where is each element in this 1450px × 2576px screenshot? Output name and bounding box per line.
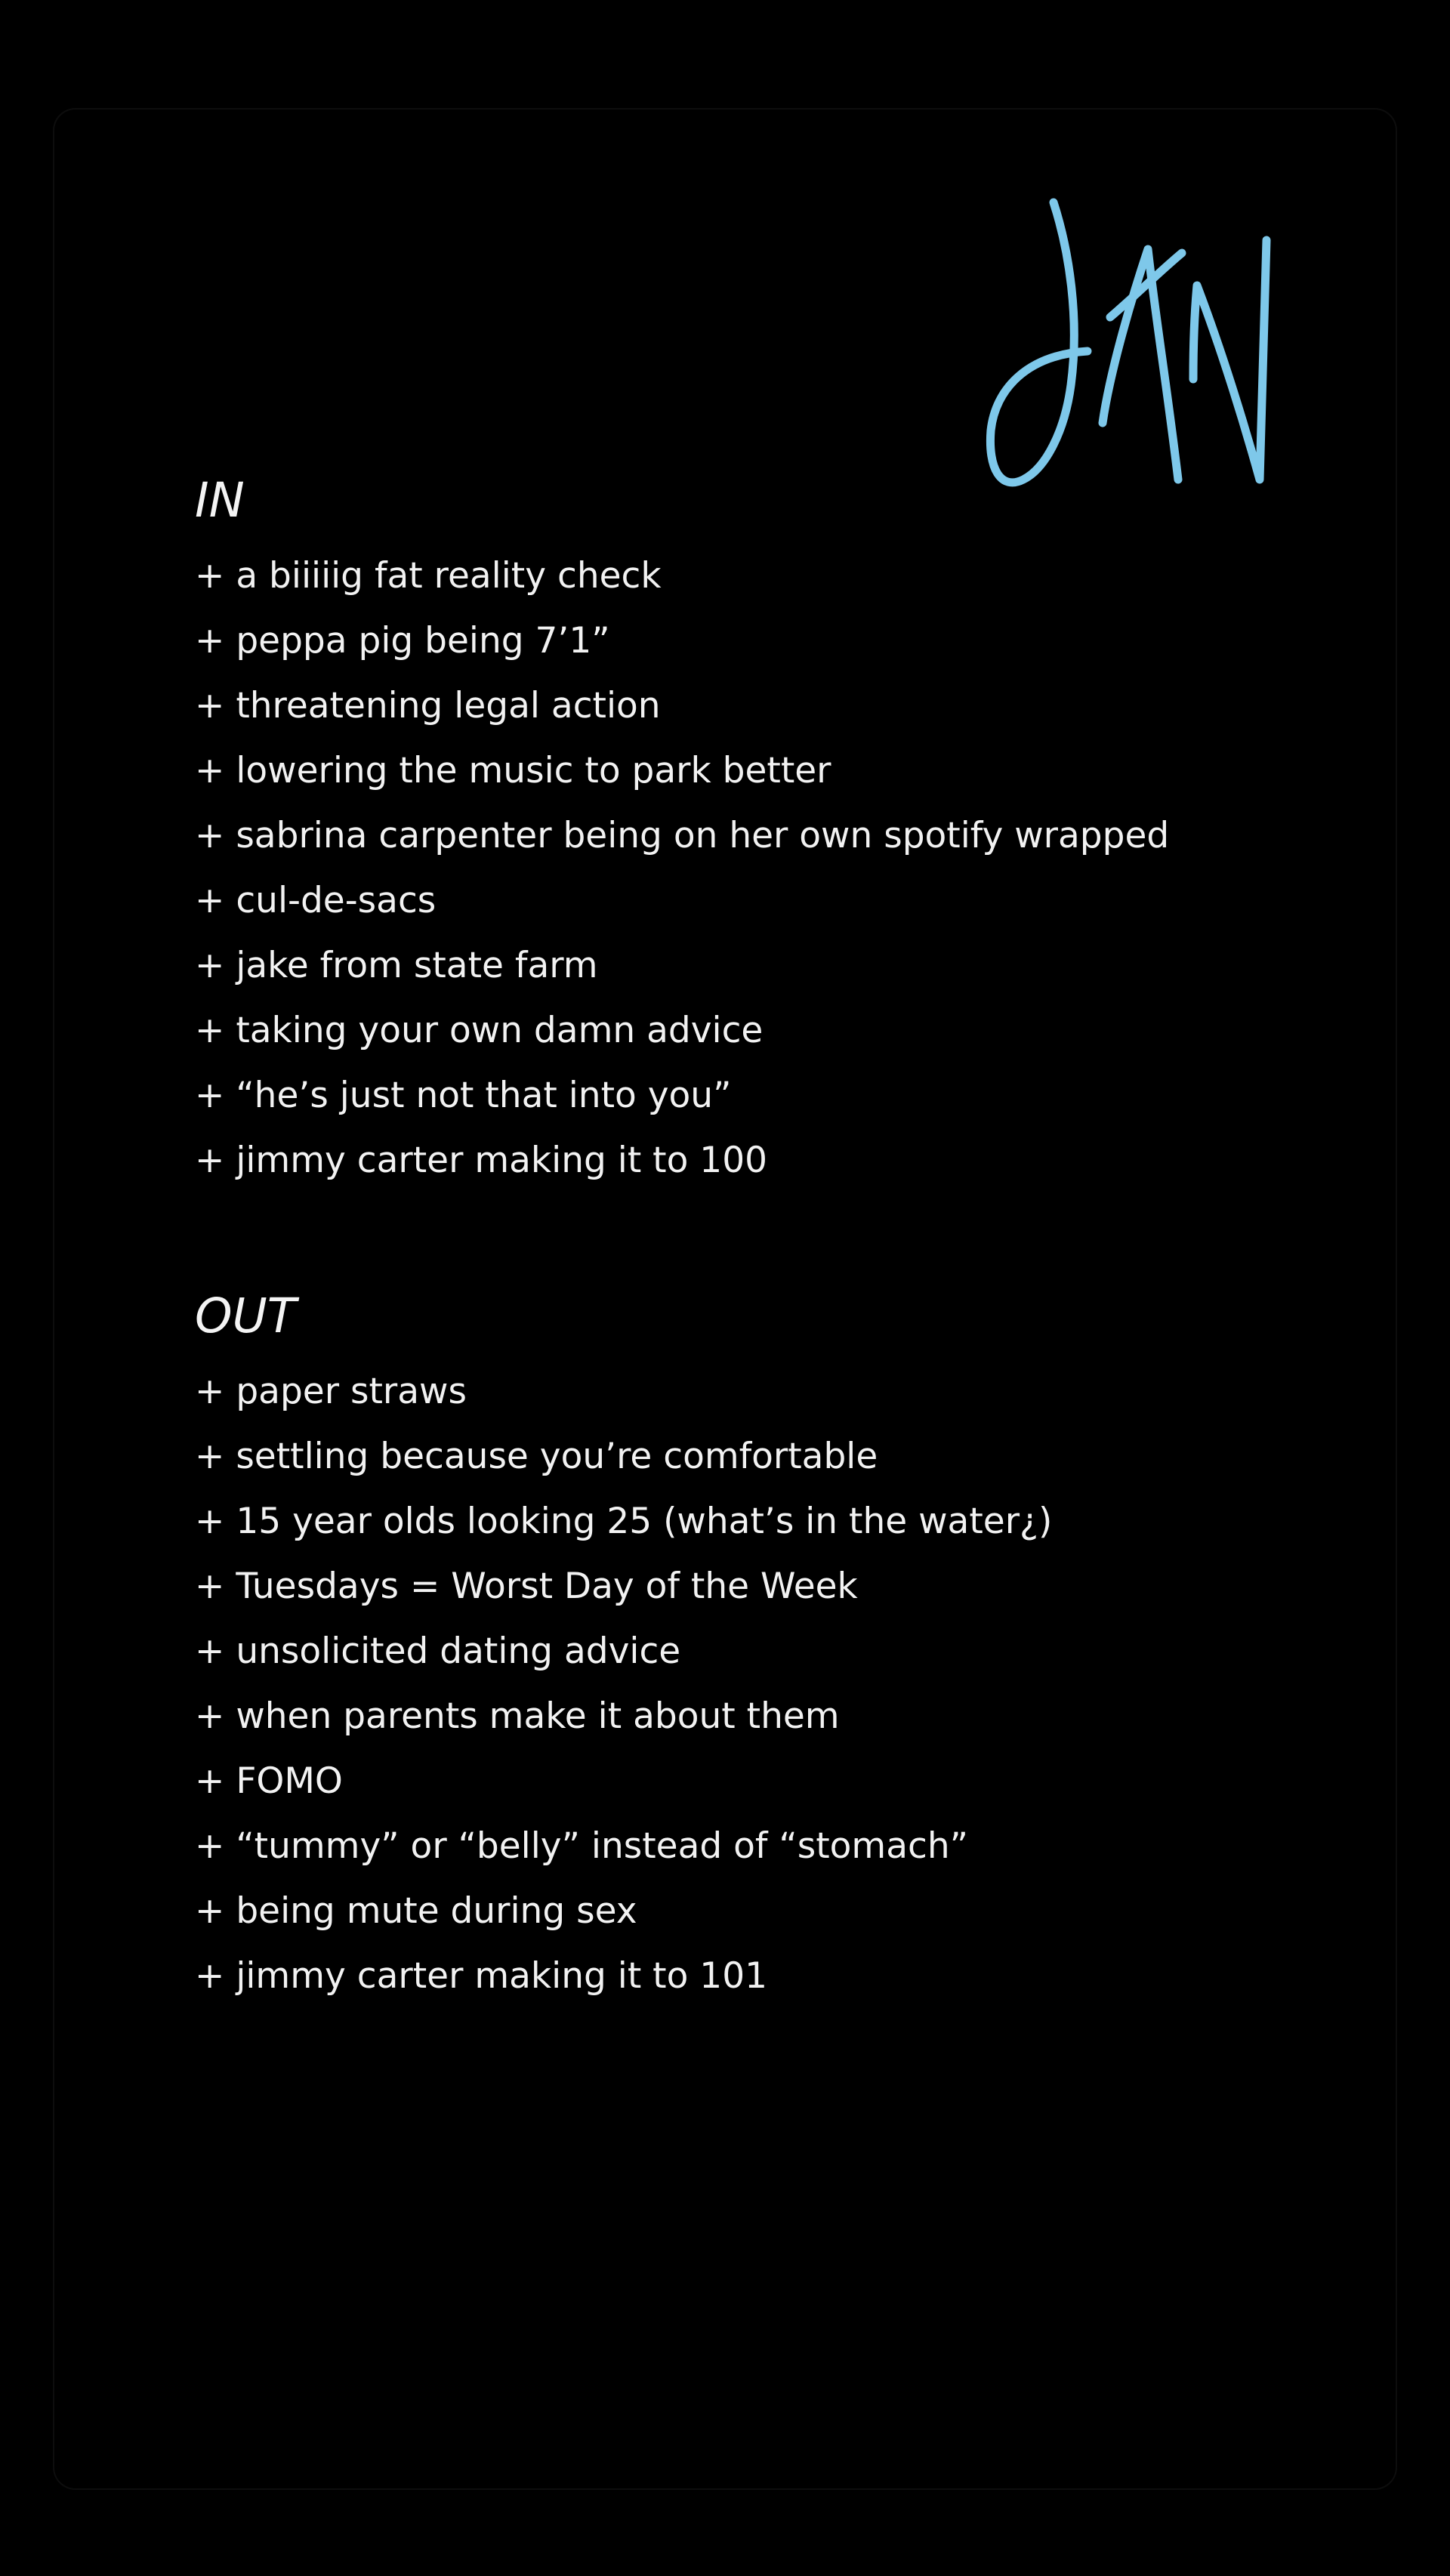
list-item: + jake from state farm (195, 945, 598, 986)
list-item: + cul-de-sacs (195, 880, 437, 921)
list-item: + settling because you’re comfortable (195, 1436, 878, 1477)
list-item: + jimmy carter making it to 100 (195, 1140, 768, 1181)
list-item: + peppa pig being 7’1” (195, 620, 610, 662)
list-item: + paper straws (195, 1371, 467, 1412)
list-item: + unsolicited dating advice (195, 1630, 681, 1672)
out-section (195, 1284, 1328, 2009)
list-item: + being mute during sex (195, 1890, 637, 1932)
handwritten-signature (974, 181, 1307, 514)
list-item: + jimmy carter making it to 101 (195, 1955, 768, 1997)
list-item: + Tuesdays = Worst Day of the Week (195, 1566, 858, 1607)
list-item: + “tummy” or “belly” instead of “stomach” (195, 1825, 968, 1867)
list-item: + 15 year olds looking 25 (what’s in the water¿) (195, 1501, 1053, 1542)
signature-drawing (974, 181, 1307, 514)
list-item: + a biiiiig fat reality check (195, 555, 662, 597)
list-item: + sabrina carpenter being on her own spotify wrapped (195, 815, 1170, 856)
list-item: + taking your own damn advice (195, 1010, 764, 1051)
in-list (195, 544, 1328, 1193)
list-item: + lowering the music to park better (195, 750, 831, 791)
in-section (195, 468, 1328, 1193)
list-item: + when parents make it about them (195, 1695, 840, 1737)
list-item: + “he’s just not that into you” (195, 1075, 732, 1116)
out-heading: OUT (195, 1288, 297, 1344)
list-item: + FOMO (195, 1760, 343, 1802)
in-heading: IN (195, 473, 245, 528)
out-list (195, 1359, 1328, 2009)
list-item: + threatening legal action (195, 685, 661, 727)
